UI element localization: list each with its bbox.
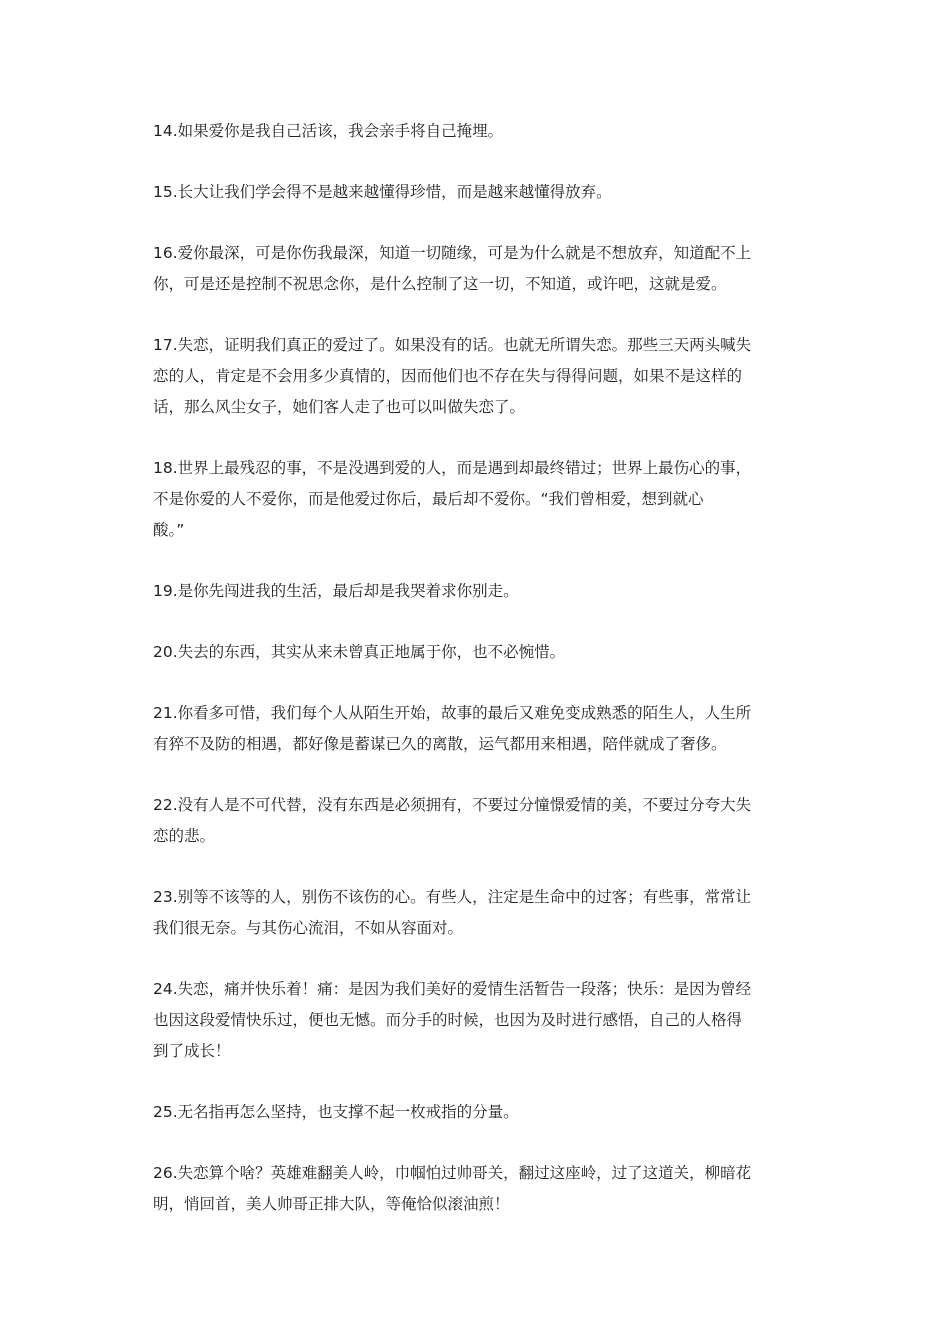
paragraph-line: 也因这段爱情快乐过，便也无憾。而分手的时候，也因为及时进行感悟，自己的人格得 — [153, 1011, 743, 1029]
paragraph-17 — [153, 330, 803, 423]
paragraph-line: 18.世界上最残忍的事，不是没遇到爱的人，而是遇到却最终错过；世界上最伤心的事， — [153, 459, 752, 477]
paragraph-15 — [153, 177, 803, 208]
paragraph-18 — [153, 453, 803, 546]
paragraph-line: 你，可是还是控制不祝思念你，是什么控制了这一切，不知道，或许吧，这就是爱。 — [153, 275, 727, 293]
paragraph-line: 17.失恋，证明我们真正的爱过了。如果没有的话。也就无所谓失恋。那些三天两头喊失 — [153, 336, 752, 354]
paragraph-line: 明，悄回首，美人帅哥正排大队，等俺恰似滚油煎！ — [153, 1195, 510, 1213]
paragraph-line: 20.失去的东西，其实从来未曾真正地属于你，也不必惋惜。 — [153, 643, 566, 661]
paragraph-19 — [153, 576, 803, 607]
paragraph-14 — [153, 116, 803, 147]
paragraph-line: 话，那么风尘女子，她们客人走了也可以叫做失恋了。 — [153, 398, 526, 416]
document-page — [153, 116, 803, 1250]
paragraph-line: 16.爱你最深，可是你伤我最深，知道一切随缘，可是为什么就是不想放弃，知道配不上 — [153, 244, 752, 262]
paragraph-20 — [153, 637, 803, 668]
paragraph-line: 不是你爱的人不爱你，而是他爱过你后，最后却不爱你。“我们曾相爱，想到就心 — [153, 490, 704, 508]
paragraph-line: 15.长大让我们学会得不是越来越懂得珍惜，而是越来越懂得放弃。 — [153, 183, 612, 201]
paragraph-line: 14.如果爱你是我自己活该，我会亲手将自己掩埋。 — [153, 122, 504, 140]
paragraph-22 — [153, 790, 803, 852]
paragraph-24 — [153, 974, 803, 1067]
paragraph-line: 19.是你先闯进我的生活，最后却是我哭着求你别走。 — [153, 582, 519, 600]
paragraph-line: 26.失恋算个啥？英雄难翻美人岭，巾帼怕过帅哥关，翻过这座岭，过了这道关，柳暗花 — [153, 1164, 752, 1182]
paragraph-25 — [153, 1097, 803, 1128]
paragraph-line: 酸。” — [153, 521, 185, 539]
paragraph-line: 恋的悲。 — [153, 827, 216, 845]
paragraph-line: 恋的人，肯定是不会用多少真情的，因而他们也不存在失与得得问题，如果不是这样的 — [153, 367, 743, 385]
paragraph-line: 24.失恋，痛并快乐着！痛：是因为我们美好的爱情生活暂告一段落；快乐：是因为曾经 — [153, 980, 752, 998]
paragraph-23 — [153, 882, 803, 944]
paragraph-line: 21.你看多可惜，我们每个人从陌生开始，故事的最后又难免变成熟悉的陌生人，人生所 — [153, 704, 752, 722]
paragraph-line: 有猝不及防的相遇，都好像是蓄谋已久的离散，运气都用来相遇，陪伴就成了奢侈。 — [153, 735, 727, 753]
paragraph-16 — [153, 238, 803, 300]
paragraph-line: 到了成长！ — [153, 1042, 231, 1060]
paragraph-line: 22.没有人是不可代替，没有东西是必须拥有，不要过分憧憬爱情的美，不要过分夸大失 — [153, 796, 752, 814]
paragraph-line: 25.无名指再怎么坚持，也支撑不起一枚戒指的分量。 — [153, 1103, 519, 1121]
paragraph-line: 23.别等不该等的人，别伤不该伤的心。有些人，注定是生命中的过客；有些事，常常让 — [153, 888, 752, 906]
paragraph-26 — [153, 1158, 803, 1220]
paragraph-21 — [153, 698, 803, 760]
paragraph-line: 我们很无奈。与其伤心流泪，不如从容面对。 — [153, 919, 464, 937]
